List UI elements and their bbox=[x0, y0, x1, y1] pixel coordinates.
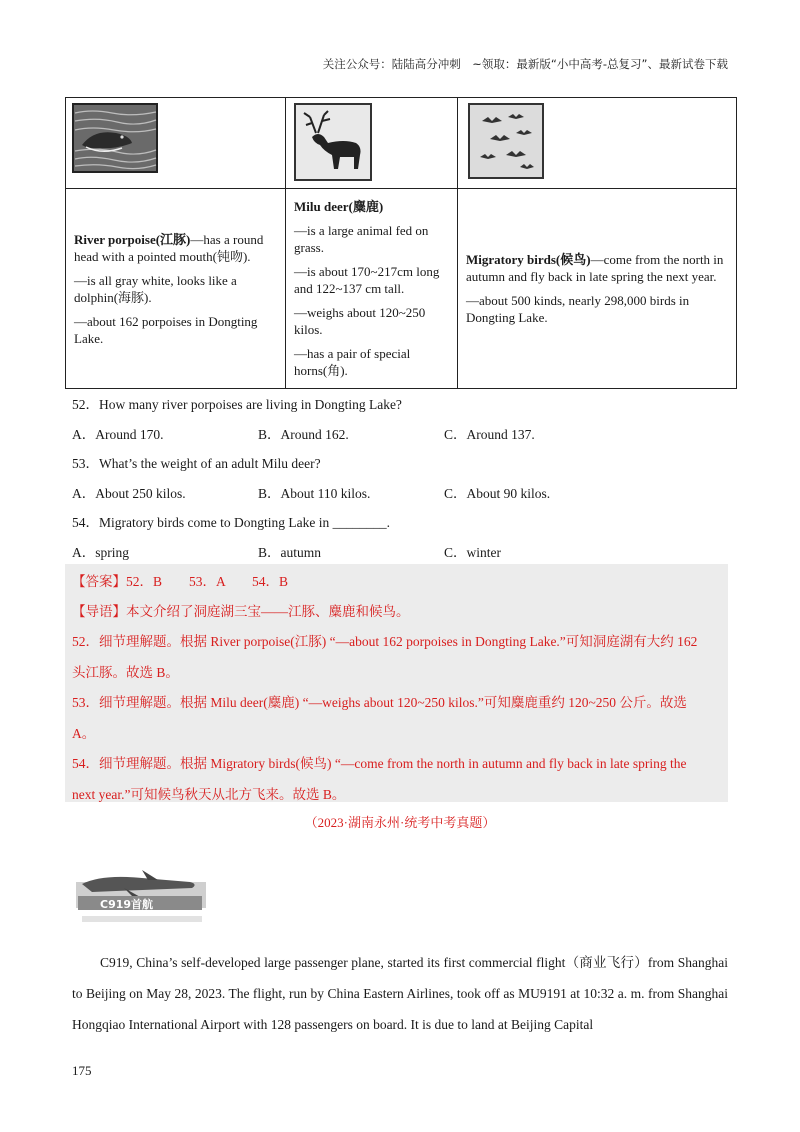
explanation-52-line1: 52．细节理解题。根据 River porpoise(江豚) “—about 162 porpoises in Dongting Lake.”可知洞庭湖有大约 162 bbox=[72, 634, 698, 649]
answer-guide: 【导语】本文介绍了洞庭湖三宝——江豚、麋鹿和候鸟。 bbox=[72, 604, 410, 619]
explanation-54-line2: next year.”可知候鸟秋天从北方飞来。故选 B。 bbox=[72, 787, 346, 802]
q53-option-b: B．About 110 kilos. bbox=[258, 486, 371, 501]
question-52: 52．How many river porpoises are living in Dongting Lake? bbox=[72, 397, 402, 412]
birds-fact-2: —about 500 kinds, nearly 298,000 birds in Dongting Lake. bbox=[466, 293, 690, 325]
page-header: 关注公众号：陆陆高分冲刺 ~领取：最新版“小中高考-总复习”、最新试卷下载 bbox=[322, 57, 728, 71]
q52-option-a: A．Around 170. bbox=[72, 427, 164, 442]
birds-info bbox=[458, 189, 737, 389]
deer-name: Milu deer(麋鹿) bbox=[294, 199, 384, 214]
explanation-52-line2: 头江豚。故选 B。 bbox=[72, 665, 179, 680]
porpoise-name: River porpoise(江豚) bbox=[74, 231, 191, 247]
q54-option-c: C．winter bbox=[444, 545, 501, 560]
birds-image-cell bbox=[458, 98, 737, 189]
deer-fact-2: —is about 170~217cm long and 122~137 cm tall. bbox=[294, 264, 440, 296]
q54-option-a: A．spring bbox=[72, 545, 129, 560]
explanation-53-line2: A。 bbox=[72, 726, 96, 741]
deer-fact-3: —weighs about 120~250 kilos. bbox=[294, 305, 426, 337]
answer-key: 【答案】52．B 53．A 54．B bbox=[72, 574, 289, 589]
porpoise-image-cell bbox=[66, 98, 286, 189]
c919-plane-image bbox=[72, 852, 212, 932]
river-porpoise-image bbox=[72, 103, 162, 178]
deer-fact-1: —is a large animal fed on grass. bbox=[294, 223, 429, 255]
birds-name: Migratory birds(候鸟) bbox=[466, 252, 591, 267]
porpoise-fact-2: —is all gray white, looks like a dolphin(海豚). bbox=[74, 272, 237, 305]
explanation-53-line1: 53．细节理解题。根据 Milu deer(麋鹿) “—weighs about 120~250 kilos.”可知麋鹿重约 120~250 公斤。故选 bbox=[72, 695, 687, 710]
question-53: 53．What’s the weight of an adult Milu deer? bbox=[72, 456, 321, 471]
birds-fact-1: —come from the north in autumn and fly back in late spring the next year. bbox=[466, 252, 724, 284]
q54-option-b: B．autumn bbox=[258, 545, 321, 560]
plane-caption: C919首航 bbox=[100, 898, 154, 911]
q53-option-a: A．About 250 kilos. bbox=[72, 486, 186, 501]
porpoise-fact-1: —has a round head with a pointed mouth(钝吻). bbox=[74, 231, 264, 264]
q53-option-c: C．About 90 kilos. bbox=[444, 486, 551, 501]
milu-deer-image bbox=[294, 103, 374, 183]
migratory-birds-image bbox=[468, 103, 548, 183]
porpoise-info bbox=[66, 189, 286, 389]
explanation-54-line1: 54．细节理解题。根据 Migratory birds(候鸟) “—come from the north in autumn and fly back in late spring the bbox=[72, 756, 687, 771]
q52-option-b: B．Around 162. bbox=[258, 427, 349, 442]
porpoise-fact-3: —about 162 porpoises in Dongting Lake. bbox=[74, 313, 258, 346]
question-54: 54．Migratory birds come to Dongting Lake in ________. bbox=[72, 515, 390, 530]
q52-option-c: C．Around 137. bbox=[444, 427, 535, 442]
animal-info-table bbox=[65, 97, 737, 389]
reading-passage: C919, China’s self-developed large passenger plane, started its first commercial flight（商业飞行）from Shanghai to Beijing on May 28, 2023. The flight, run by China Eastern Airlines, took off as MU9191 at 10:32 a. m. from Shanghai Hongqiao International Airport with 128 passengers on board. It is due to land at Beijing Capital bbox=[72, 955, 728, 1032]
deer-info bbox=[286, 189, 458, 389]
deer-image-cell bbox=[286, 98, 458, 189]
question-source: （2023·湖南永州·统考中考真题） bbox=[304, 815, 496, 830]
deer-fact-4: —has a pair of special horns(角). bbox=[294, 346, 411, 378]
page-number: 175 bbox=[72, 1063, 92, 1078]
